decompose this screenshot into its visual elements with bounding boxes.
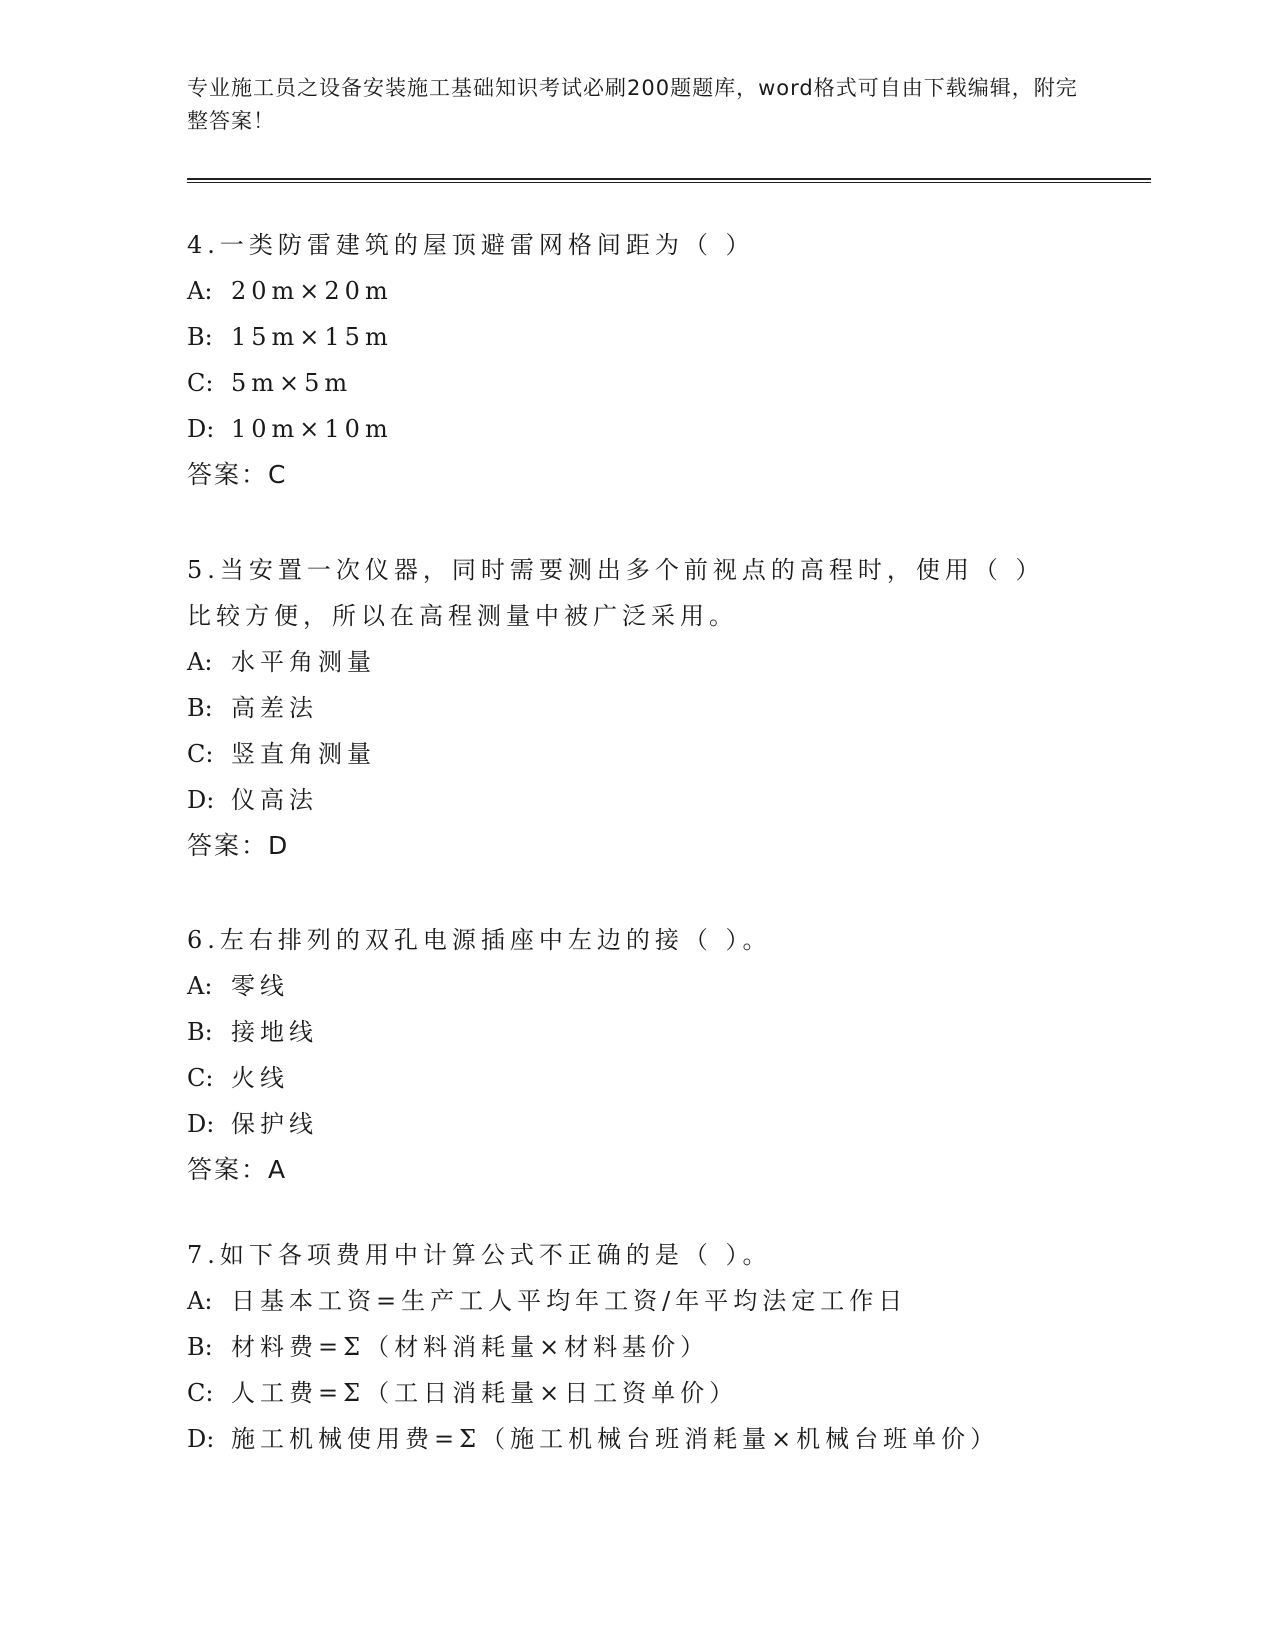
option-key: B:: [187, 323, 213, 351]
question-stem: 5.当安置一次仪器，同时需要测出多个前视点的高程时，使用（ ）比较方便，所以在高程测量中被广泛采用。: [187, 556, 1045, 630]
option-text: 高差法: [231, 694, 318, 722]
option-a: [187, 963, 1087, 1009]
option-a: [187, 268, 1087, 314]
option-key: D:: [187, 786, 215, 814]
option-key: C:: [187, 1064, 214, 1092]
option-key: A:: [187, 972, 213, 1000]
option-text: 仪高法: [231, 786, 318, 814]
option-text: 水平角测量: [231, 648, 376, 676]
option-d: [187, 1101, 1087, 1147]
question-4: [187, 222, 1087, 498]
option-text: 15m×15m: [231, 323, 393, 351]
document-header: [187, 72, 1087, 138]
option-c: [187, 731, 1087, 777]
option-text: 5m×5m: [231, 369, 353, 397]
option-text: 材料费=Σ（材料消耗量×材料基价）: [231, 1333, 710, 1361]
question-5: [187, 547, 1087, 869]
option-text: 零线: [231, 972, 289, 1000]
option-text: 施工机械使用费=Σ（施工机械台班消耗量×机械台班单价）: [231, 1425, 1000, 1453]
question-stem: 7.如下各项费用中计算公式不正确的是（ ）。: [187, 1241, 772, 1269]
option-key: B:: [187, 1333, 213, 1361]
option-a: [187, 1278, 1087, 1324]
answer-line: 答案：D: [187, 831, 290, 860]
option-text: 10m×10m: [231, 415, 393, 443]
option-key: A:: [187, 1287, 213, 1315]
question-7: [187, 1232, 1087, 1462]
option-text: 火线: [231, 1064, 289, 1092]
option-text: 保护线: [231, 1110, 318, 1138]
option-text: 接地线: [231, 1018, 318, 1046]
option-a: [187, 639, 1087, 685]
option-text: 竖直角测量: [231, 740, 376, 768]
option-c: [187, 1370, 1087, 1416]
option-b: [187, 685, 1087, 731]
option-b: [187, 1324, 1087, 1370]
option-key: A:: [187, 277, 213, 305]
option-d: [187, 777, 1087, 823]
header-rule-thin: [187, 182, 1151, 183]
option-key: D:: [187, 1425, 215, 1453]
option-d: [187, 406, 1087, 452]
option-d: [187, 1416, 1087, 1462]
option-key: D:: [187, 1110, 215, 1138]
option-b: [187, 314, 1087, 360]
option-c: [187, 360, 1087, 406]
option-key: C:: [187, 740, 214, 768]
option-text: 日基本工资=生产工人平均年工资/年平均法定工作日: [231, 1287, 908, 1315]
option-text: 人工费=Σ（工日消耗量×日工资单价）: [231, 1379, 739, 1407]
header-title: 专业施工员之设备安装施工基础知识考试必刷200题题库，word格式可自由下载编辑，附完整答案！: [187, 76, 1078, 133]
option-text: 20m×20m: [231, 277, 393, 305]
header-rule-thick: [187, 178, 1151, 180]
option-key: C:: [187, 369, 214, 397]
question-stem: 6.左右排列的双孔电源插座中左边的接（ ）。: [187, 926, 772, 954]
answer-line: 答案：C: [187, 460, 288, 489]
option-b: [187, 1009, 1087, 1055]
option-key: D:: [187, 415, 215, 443]
option-key: B:: [187, 1018, 213, 1046]
question-6: [187, 917, 1087, 1193]
option-key: A:: [187, 648, 213, 676]
option-key: B:: [187, 694, 213, 722]
option-c: [187, 1055, 1087, 1101]
question-stem: 4.一类防雷建筑的屋顶避雷网格间距为（ ）: [187, 231, 755, 259]
answer-line: 答案：A: [187, 1155, 288, 1184]
option-key: C:: [187, 1379, 214, 1407]
